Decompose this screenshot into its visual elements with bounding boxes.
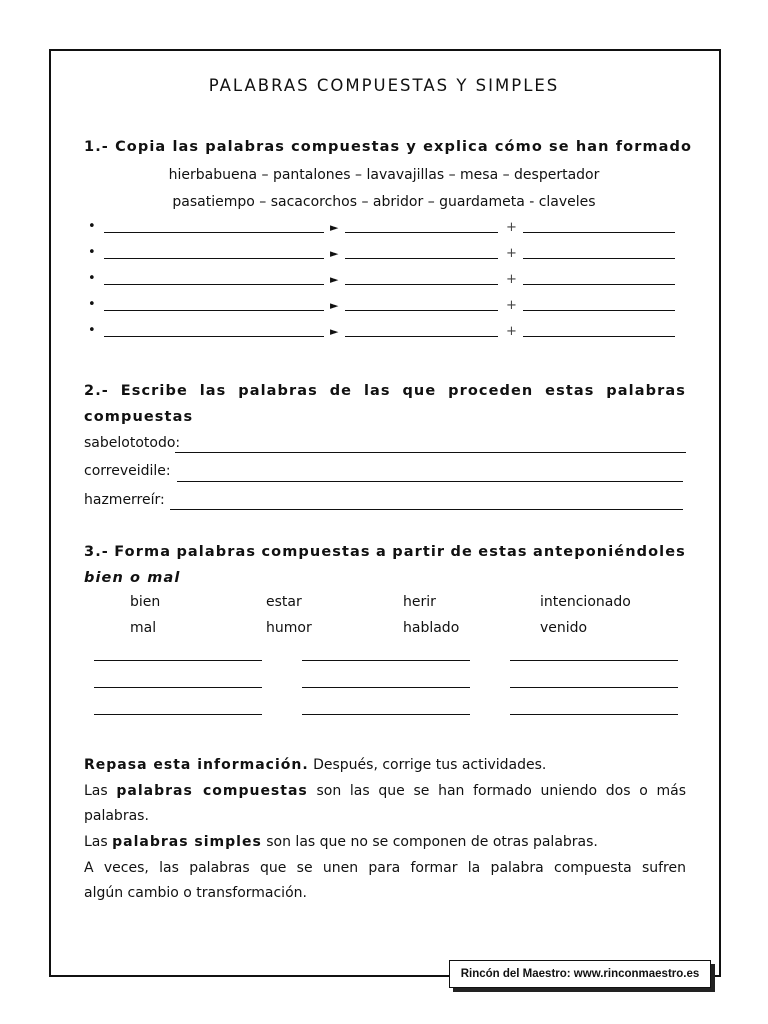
compound-answer-line-2-2[interactable]	[302, 687, 470, 688]
compound-word-line-5[interactable]	[104, 336, 324, 337]
info-lead-bold: Repasa esta información.	[84, 757, 309, 773]
info-cambio-line2: algún cambio o transformación.	[84, 885, 307, 901]
bullet-icon: •	[88, 323, 96, 338]
arrow-right-icon: ►	[330, 221, 339, 234]
section2-heading-word: las	[199, 383, 227, 399]
compound-answer-line-3-3[interactable]	[510, 714, 678, 715]
first-part-line-3[interactable]	[345, 284, 498, 285]
word-hablado: hablado	[403, 620, 460, 636]
section2-heading-word: estas	[545, 383, 595, 399]
info-simples-bold: palabras simples	[112, 834, 262, 850]
second-part-line-2[interactable]	[523, 258, 675, 259]
word-mal: mal	[130, 620, 157, 636]
section3-heading-word: anteponiéndoles	[532, 544, 686, 560]
section2-heading-word: de	[329, 383, 353, 399]
word-estar: estar	[266, 594, 302, 610]
second-part-line-5[interactable]	[523, 336, 675, 337]
section2-heading-line2: compuestas	[84, 409, 194, 425]
section3-heading-word: Forma	[114, 544, 172, 560]
compound-answer-line-1-3[interactable]	[510, 660, 678, 661]
section3-heading-word: de	[450, 544, 473, 560]
compound-answer-line-2-3[interactable]	[510, 687, 678, 688]
item-sabelototodo-label: sabelototodo:	[84, 435, 181, 451]
info-lead	[84, 753, 686, 778]
arrow-right-icon: ►	[330, 247, 339, 260]
bullet-icon: •	[88, 297, 96, 312]
first-part-line-2[interactable]	[345, 258, 498, 259]
info-compuestas-prefix: Las	[84, 783, 117, 799]
bullet-icon: •	[88, 219, 96, 234]
section3-heading-word: compuestas	[261, 544, 371, 560]
footer-credit: Rincón del Maestro: www.rinconmaestro.es	[449, 960, 711, 988]
compound-word-line-1[interactable]	[104, 232, 324, 233]
compound-answer-line-2-1[interactable]	[94, 687, 262, 688]
bullet-icon: •	[88, 271, 96, 286]
plus-icon: +	[506, 324, 517, 339]
compound-word-line-2[interactable]	[104, 258, 324, 259]
section3-heading-word: partir	[392, 544, 446, 560]
section1-heading: 1.- Copia las palabras compuestas y explica cómo se han formado	[84, 139, 693, 155]
page-title: PALABRAS COMPUESTAS Y SIMPLES	[208, 76, 560, 95]
section3-heading-word: a	[375, 544, 387, 560]
item-sabelototodo-answer-line[interactable]	[175, 452, 686, 453]
section2-heading-word: las	[363, 383, 391, 399]
arrow-right-icon: ►	[330, 325, 339, 338]
section2-heading-word: que	[402, 383, 437, 399]
second-part-line-3[interactable]	[523, 284, 675, 285]
section3-heading	[84, 544, 686, 560]
info-compuestas-line1	[84, 779, 686, 804]
compound-answer-line-1-1[interactable]	[94, 660, 262, 661]
info-compuestas-bold: palabras compuestas	[116, 783, 308, 799]
compound-answer-line-1-2[interactable]	[302, 660, 470, 661]
item-hazmerreir-answer-line[interactable]	[170, 509, 683, 510]
section3-heading-word: estas	[478, 544, 528, 560]
item-correveidile-label: correveidile:	[84, 463, 171, 479]
info-compuestas-line2: palabras.	[84, 808, 149, 824]
info-cambio-line1: A veces, las palabras que se unen para formar la palabra compuesta sufren	[84, 860, 686, 876]
info-simples	[84, 830, 686, 855]
info-compuestas-rest: son las que se han formado uniendo dos o más	[307, 783, 687, 799]
section2-heading-word: 2.-	[84, 383, 109, 399]
second-part-line-4[interactable]	[523, 310, 675, 311]
compound-word-line-4[interactable]	[104, 310, 324, 311]
section3-heading-word: palabras	[176, 544, 257, 560]
word-venido: venido	[540, 620, 588, 636]
info-simples-prefix: Las	[84, 834, 113, 850]
bullet-icon: •	[88, 245, 96, 260]
info-lead-rest: Después, corrige tus actividades.	[308, 757, 547, 773]
word-herir: herir	[403, 594, 436, 610]
second-part-line-1[interactable]	[523, 232, 675, 233]
section3-heading-line2: bien o mal	[84, 570, 181, 586]
word-bien: bien	[130, 594, 161, 610]
first-part-line-5[interactable]	[345, 336, 498, 337]
word-intencionado: intencionado	[540, 594, 631, 610]
word-list-line1: hierbabuena – pantalones – lavavajillas – mesa – despertador	[168, 167, 600, 183]
section2-heading-word: palabras	[606, 383, 686, 399]
section3-heading-word: 3.-	[84, 544, 109, 560]
word-list-line2: pasatiempo – sacacorchos – abridor – guardameta - claveles	[172, 194, 596, 210]
word-humor: humor	[266, 620, 312, 636]
first-part-line-4[interactable]	[345, 310, 498, 311]
compound-answer-line-3-1[interactable]	[94, 714, 262, 715]
plus-icon: +	[506, 220, 517, 235]
item-correveidile-answer-line[interactable]	[177, 481, 683, 482]
plus-icon: +	[506, 298, 517, 313]
section2-heading-word: Escribe	[120, 383, 188, 399]
plus-icon: +	[506, 246, 517, 261]
first-part-line-1[interactable]	[345, 232, 498, 233]
arrow-right-icon: ►	[330, 299, 339, 312]
compound-word-line-3[interactable]	[104, 284, 324, 285]
item-hazmerreir-label: hazmerreír:	[84, 492, 165, 508]
arrow-right-icon: ►	[330, 273, 339, 286]
section2-heading-word: proceden	[448, 383, 534, 399]
plus-icon: +	[506, 272, 517, 287]
info-simples-rest: son las que no se componen de otras palabras.	[261, 834, 598, 850]
section2-heading-word: palabras	[238, 383, 318, 399]
compound-answer-line-3-2[interactable]	[302, 714, 470, 715]
section2-heading	[84, 383, 686, 399]
